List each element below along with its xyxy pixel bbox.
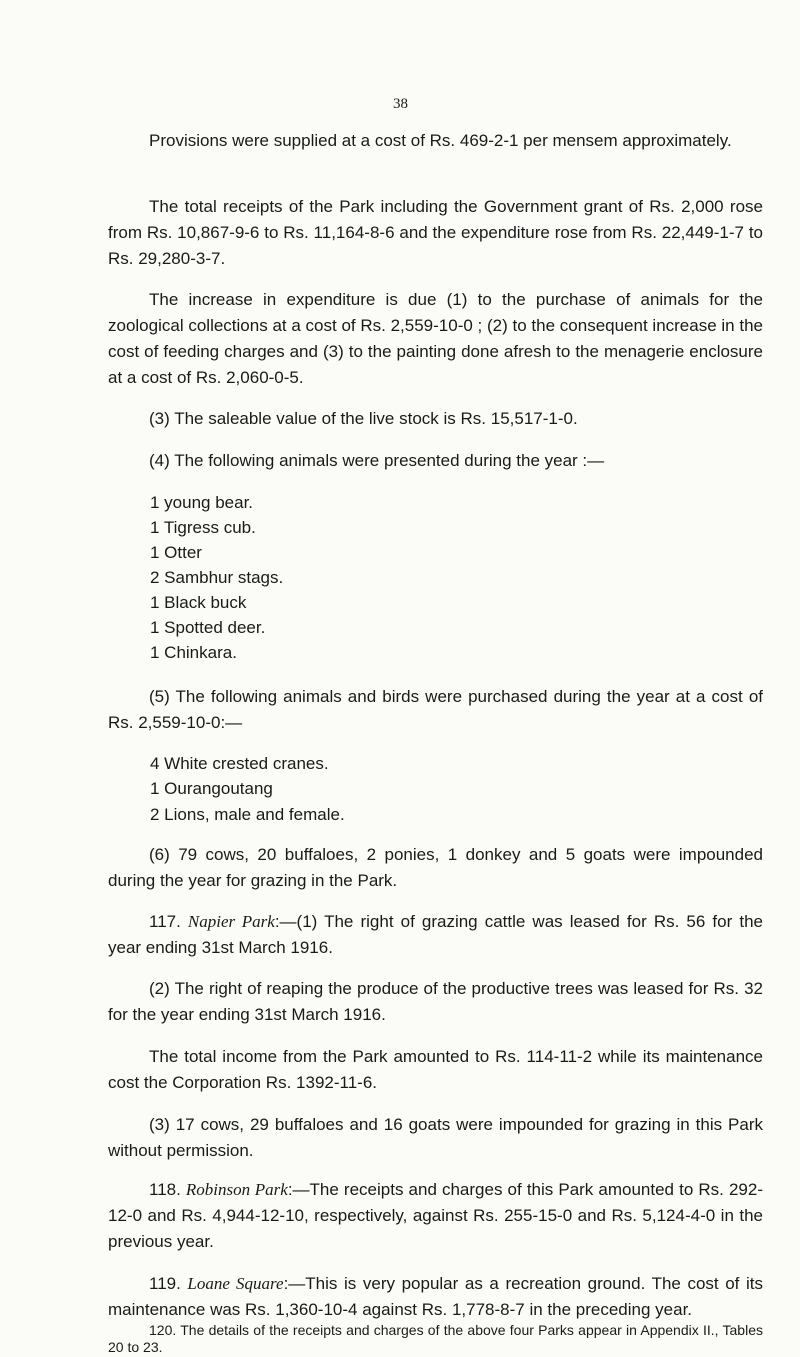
- list-item: 1 Chinkara.: [150, 643, 237, 662]
- page-number: 38: [393, 96, 408, 112]
- section-number: 118.: [149, 1180, 181, 1199]
- list-item: 1 Ourangoutang: [150, 779, 273, 798]
- paragraph-napier-park: [108, 909, 763, 961]
- paragraph-robinson-park: [108, 1177, 763, 1255]
- section-title: Loane Square: [187, 1274, 284, 1293]
- section-title: Napier Park: [187, 912, 275, 931]
- paragraph-loane-square: [108, 1271, 763, 1323]
- paragraph-saleable-value: (3) The saleable value of the live stock is Rs. 15,517-1-0.: [149, 409, 578, 428]
- paragraph-expenditure-increase: The increase in expenditure is due (1) to the purchase of animals for the zoological collections at a cost of Rs. 2,559-10-0 ; (2) to the consequent increase in the cost of feeding charges and (3) to the painting done afresh to the menagerie enclosure at a cost of Rs. 2,060-0-5.: [108, 290, 763, 387]
- section-text: :—(1) The right of grazing cattle was leased for Rs. 56 for the year ending 31st March 1916.: [108, 912, 763, 957]
- paragraph-appendix-details: 120. The details of the receipts and charges of the above four Parks appear in Appendix II., Tables 20 to 23.: [108, 1322, 763, 1355]
- section-number: 117.: [149, 912, 181, 931]
- section-number: 119.: [149, 1274, 181, 1293]
- list-item: 1 young bear.: [150, 493, 254, 512]
- list-item: 2 Sambhur stags.: [150, 568, 284, 587]
- list-item: 1 Spotted deer.: [150, 618, 266, 637]
- list-item: 1 Black buck: [150, 593, 247, 612]
- paragraph-impounded-napier: (3) 17 cows, 29 buffaloes and 16 goats were impounded for grazing in this Park without permission.: [108, 1115, 763, 1160]
- list-item: 1 Otter: [150, 543, 202, 562]
- section-title: Robinson Park: [185, 1180, 288, 1199]
- section-text: :—The receipts and charges of this Park amounted to Rs. 292-12-0 and Rs. 4,944-12-10, respectively, against Rs. 255-15-0 and Rs. 5,124-4-0 in the previous year.: [108, 1180, 763, 1251]
- paragraph-reaping-lease: (2) The right of reaping the produce of the productive trees was leased for Rs. 32 for the year ending 31st March 1916.: [108, 979, 763, 1024]
- list-item: 1 Tigress cub.: [150, 518, 256, 537]
- paragraph-presented-intro: (4) The following animals were presented during the year :—: [149, 451, 605, 470]
- paragraph-income: The total income from the Park amounted to Rs. 114-11-2 while its maintenance cost the Corporation Rs. 1392-11-6.: [108, 1047, 763, 1092]
- list-item: 2 Lions, male and female.: [150, 805, 345, 824]
- list-item: 4 White crested cranes.: [150, 754, 329, 773]
- paragraph-purchased-intro: (5) The following animals and birds were purchased during the year at a cost of Rs. 2,559-10-0:—: [108, 687, 763, 732]
- paragraph-provisions: Provisions were supplied at a cost of Rs. 469-2-1 per mensem approximately.: [149, 131, 732, 150]
- paragraph-impounded: (6) 79 cows, 20 buffaloes, 2 ponies, 1 donkey and 5 goats were impounded during the year for grazing in the Park.: [108, 845, 763, 890]
- section-text: :—This is very popular as a recreation ground. The cost of its maintenance was Rs. 1,360-10-4 against Rs. 1,778-8-7 in the preceding year.: [108, 1274, 763, 1319]
- paragraph-total-receipts: The total receipts of the Park including the Government grant of Rs. 2,000 rose from Rs. 10,867-9-6 to Rs. 11,164-8-6 and the expenditure rose from Rs. 22,449-1-7 to Rs. 29,280-3-7.: [108, 197, 763, 268]
